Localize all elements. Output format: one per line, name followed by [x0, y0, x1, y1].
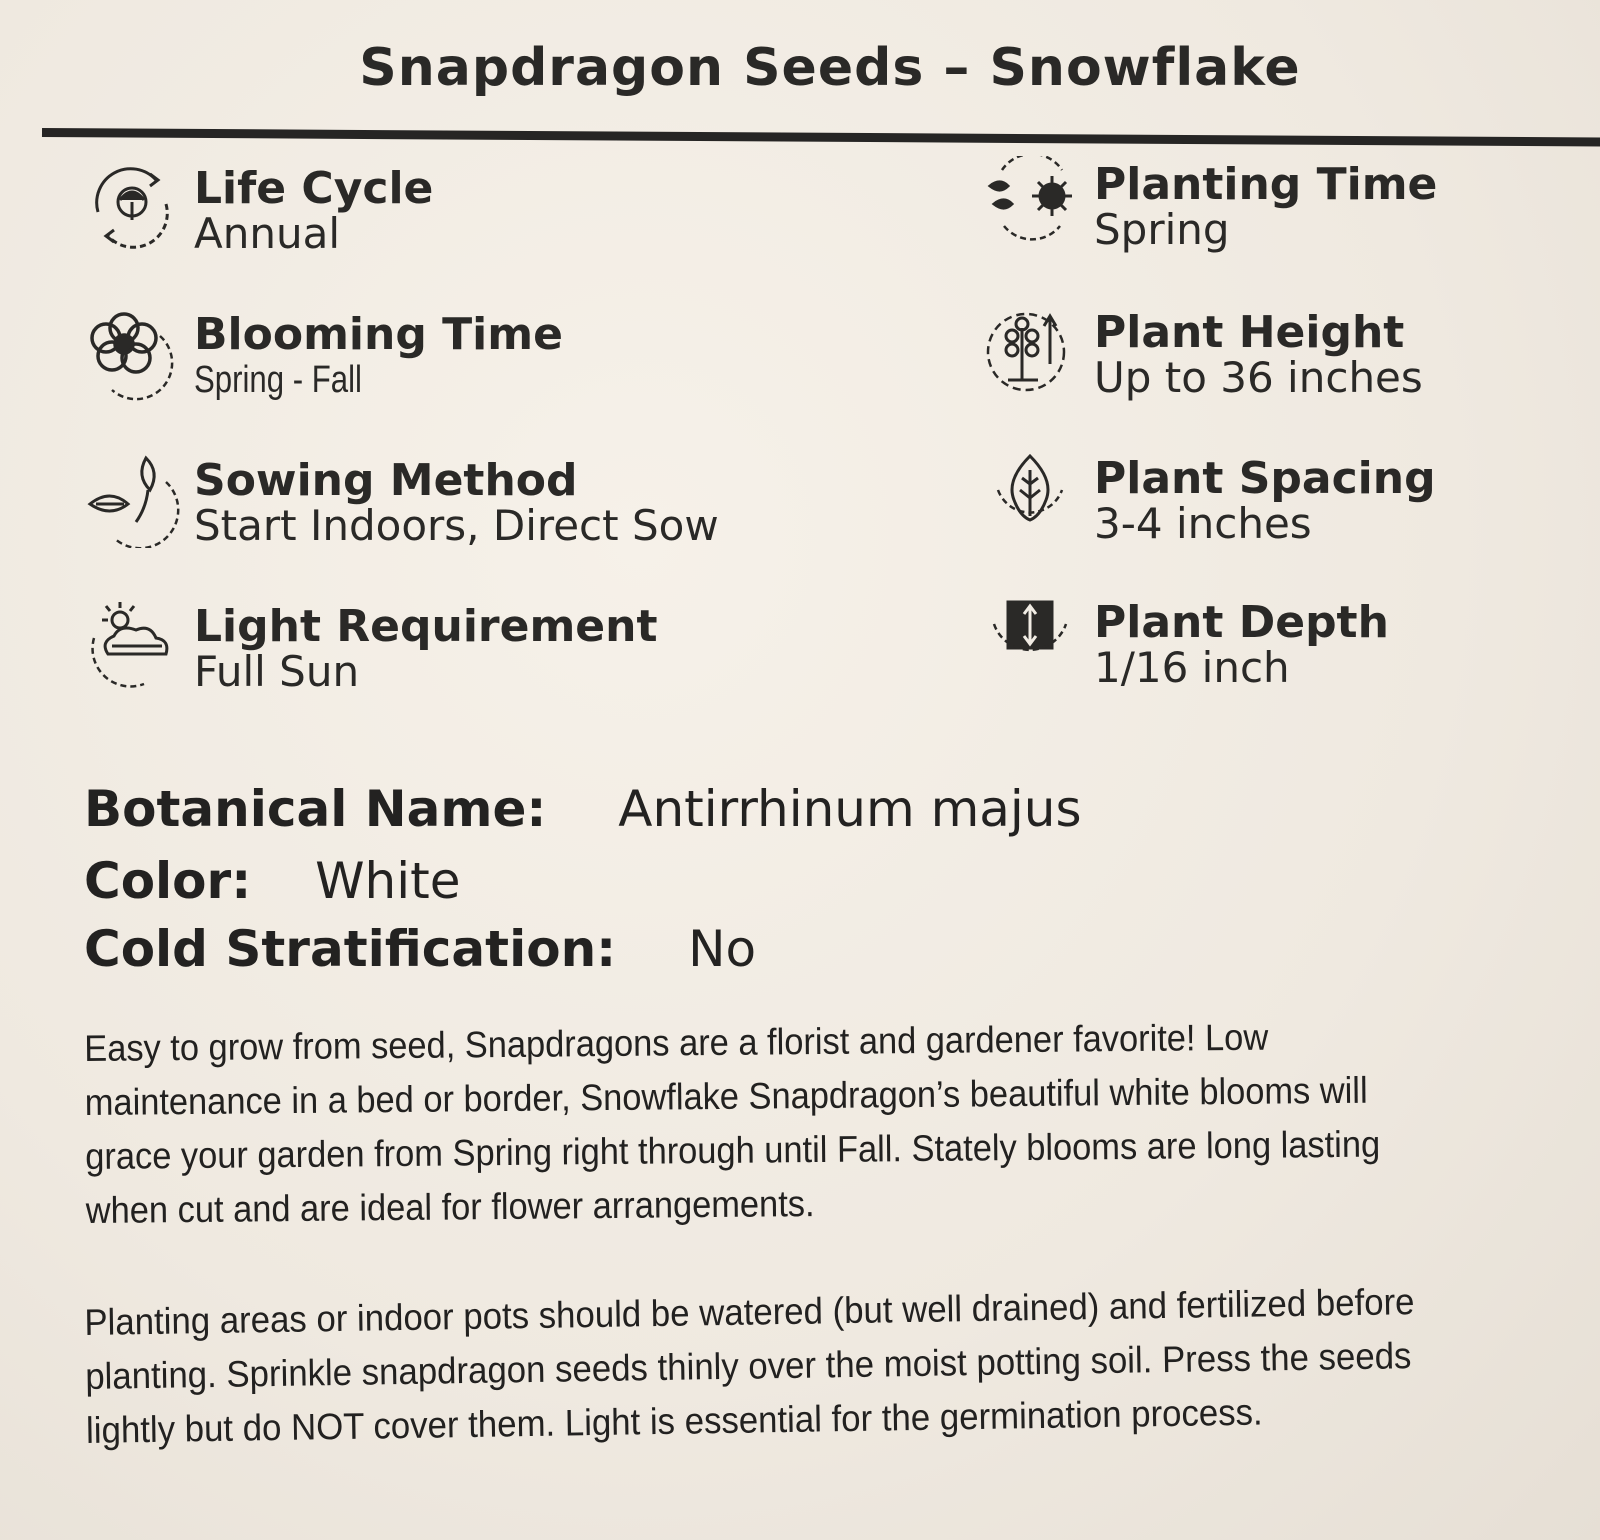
attr-life-cycle — [84, 163, 434, 258]
plant-spacing-label: Plant Spacing — [1094, 453, 1436, 504]
depth-icon — [984, 594, 1080, 690]
life-cycle-icon — [84, 160, 180, 256]
seedling-icon — [84, 452, 180, 548]
blooming-flower-icon — [84, 306, 180, 402]
color-value: White — [315, 852, 461, 910]
botanical-name-row — [84, 780, 1082, 838]
color-label: Color: — [84, 852, 252, 910]
plant-height-value: Up to 36 inches — [1094, 353, 1423, 402]
color-row — [84, 852, 460, 910]
sun-cloud-icon — [84, 598, 180, 694]
blooming-time-label: Blooming Time — [194, 309, 563, 360]
attr-plant-height — [984, 307, 1423, 402]
sowing-method-value: Start Indoors, Direct Sow — [194, 501, 719, 550]
plant-depth-value: 1/16 inch — [1094, 643, 1290, 692]
plant-spacing-value: 3-4 inches — [1094, 499, 1312, 548]
plant-depth-label: Plant Depth — [1094, 597, 1389, 648]
attr-planting-time — [984, 159, 1438, 254]
light-requirement-label: Light Requirement — [194, 601, 658, 652]
planting-instructions-paragraph: Planting areas or indoor pots should be watered (but well drained) and fertilized before planting. Sprinkle snapdragon seeds thinly over the moist potting soil. Press the seeds lightly but do NOT cover them. Light is essential for the germination process. — [84, 1281, 1415, 1451]
attr-blooming-time — [84, 309, 563, 402]
attr-sowing-method — [84, 455, 719, 550]
cold-stratification-label: Cold Stratification: — [84, 920, 617, 978]
planting-time-label: Planting Time — [1094, 159, 1438, 210]
page-title: Snapdragon Seeds – Snowflake — [359, 38, 1301, 98]
cold-stratification-value: No — [688, 920, 757, 978]
description-paragraph: Easy to grow from seed, Snapdragons are a florist and gardener favorite! Low maintenance in a bed or border, Snowflake Snapdragon’s beautiful white blooms will grace your garden from Spring right through until Fall. Stately blooms are long lasting when cut and are ideal for flower arrangements. — [84, 1016, 1381, 1231]
attr-plant-depth — [984, 597, 1389, 692]
life-cycle-value: Annual — [194, 209, 340, 258]
sowing-method-label: Sowing Method — [194, 455, 578, 506]
attr-plant-spacing — [984, 453, 1436, 548]
planting-time-value: Spring — [1094, 205, 1230, 254]
attr-light-requirement — [84, 601, 658, 696]
cold-stratification-row — [84, 920, 756, 978]
leaf-icon — [984, 450, 1080, 546]
botanical-name-label: Botanical Name: — [84, 780, 547, 838]
plant-height-icon — [984, 304, 1080, 400]
botanical-name-value: Antirrhinum majus — [618, 780, 1082, 838]
light-requirement-value: Full Sun — [194, 647, 360, 696]
title-divider — [42, 128, 1600, 147]
life-cycle-label: Life Cycle — [194, 163, 434, 214]
plant-height-label: Plant Height — [1094, 307, 1405, 358]
blooming-time-value: Spring - Fall — [194, 359, 362, 401]
planting-time-icon — [984, 156, 1080, 252]
